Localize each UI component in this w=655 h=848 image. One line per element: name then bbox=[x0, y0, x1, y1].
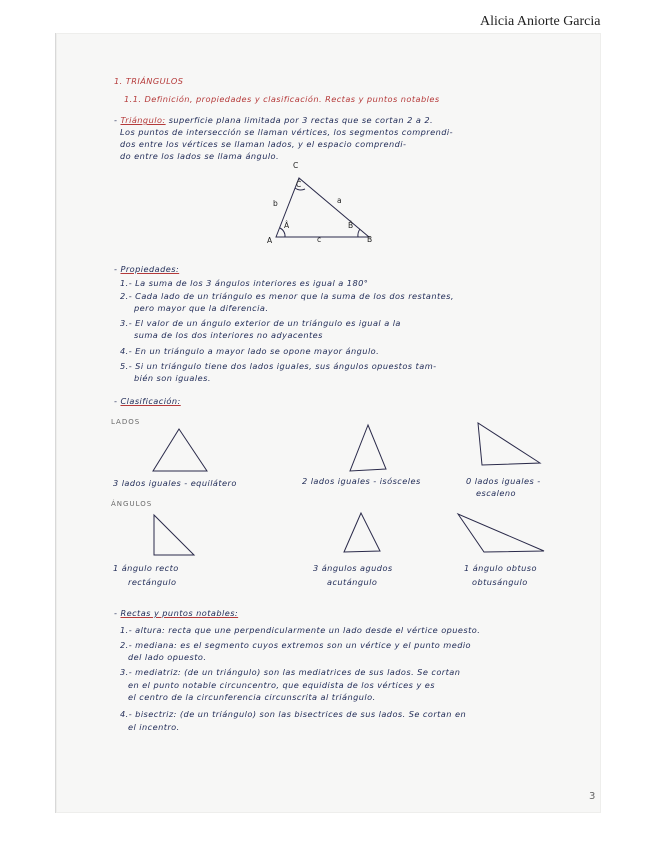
angle-a-label: Â bbox=[284, 221, 290, 230]
vertex-c-label: C bbox=[293, 161, 299, 170]
subsection-title: 1.1. Definición, propiedades y clasificación. Rectas y puntos notables bbox=[124, 94, 440, 104]
equilateral-caption: 3 lados iguales - equilátero bbox=[113, 478, 237, 488]
mediatriz-line-1: 3.- mediatriz: (de un triángulo) son las mediatrices de sus lados. Se cortan bbox=[120, 667, 461, 677]
property-1: 1.- La suma de los 3 ángulos interiores es igual a 180° bbox=[120, 278, 369, 288]
property-2-line-2: pero mayor que la diferencia. bbox=[134, 303, 269, 313]
obtuse-caption-1: 1 ángulo obtuso bbox=[464, 563, 537, 573]
page-number: 3 bbox=[589, 791, 596, 802]
side-a-label: a bbox=[337, 196, 343, 205]
property-5-line-2: bién son iguales. bbox=[134, 373, 211, 383]
scalene-caption-2: escaleno bbox=[476, 488, 516, 498]
side-b-label: b bbox=[273, 199, 279, 208]
property-5-line-1: 5.- Si un triángulo tiene dos lados iguales, sus ángulos opuestos tam- bbox=[120, 361, 437, 371]
section-title: 1. TRIÁNGULOS bbox=[114, 76, 184, 86]
side-c-label: c bbox=[317, 235, 322, 244]
angle-b-arc bbox=[358, 229, 360, 237]
obtuse-triangle bbox=[454, 511, 550, 555]
notebook-page bbox=[55, 33, 601, 813]
mediatriz-line-3: el centro de la circunferencia circunscrita al triángulo. bbox=[128, 692, 376, 702]
equilateral-triangle bbox=[151, 426, 211, 474]
property-3-line-1: 3.- El valor de un ángulo exterior de un triángulo es igual a la bbox=[120, 318, 401, 328]
definition-line-4: do entre los lados se llama ángulo. bbox=[120, 151, 280, 161]
right-triangle bbox=[150, 513, 198, 559]
property-3-line-2: suma de los dos interiores no adyacentes bbox=[134, 330, 323, 340]
bisectriz-line-1: 4.- bisectriz: (de un triángulo) son las bisectrices de sus lados. Se cortan en bbox=[120, 709, 467, 719]
obtuse-caption-2: obtusángulo bbox=[472, 577, 528, 587]
classification-heading: - Clasificación: bbox=[114, 396, 181, 406]
notable-lines-heading: - Rectas y puntos notables: bbox=[114, 608, 239, 618]
altura-line-1: 1.- altura: recta que une perpendicularmente un lado desde el vértice opuesto. bbox=[120, 625, 481, 635]
vertex-a-label: A bbox=[267, 236, 273, 245]
angle-c-label: Ĉ bbox=[296, 180, 302, 189]
author-name: Alicia Aniorte Garcia bbox=[480, 14, 601, 29]
definition-line-2: Los puntos de intersección se llaman vértices, los segmentos comprendi- bbox=[120, 127, 453, 137]
property-2-line-1: 2.- Cada lado de un triángulo es menor que la suma de los dos restantes, bbox=[120, 291, 454, 301]
properties-heading: - Propiedades: bbox=[114, 264, 180, 274]
mediana-line-2: del lado opuesto. bbox=[128, 652, 207, 662]
bisectriz-line-2: el incentro. bbox=[128, 722, 180, 732]
angle-b-label: B̂ bbox=[348, 221, 354, 230]
mediatriz-line-2: en el punto notable circuncentro, que equidista de los vértices y es bbox=[128, 680, 435, 690]
right-caption-1: 1 ángulo recto bbox=[113, 563, 179, 573]
definition-line-3: dos entre los vértices se llaman lados, y el espacio comprendi- bbox=[120, 139, 407, 149]
scalene-triangle bbox=[476, 421, 544, 471]
angles-label: ÁNGULOS bbox=[111, 500, 153, 508]
definition-term: Triángulo: bbox=[120, 115, 166, 125]
mediana-line-1: 2.- mediana: es el segmento cuyos extremos son un vértice y el punto medio bbox=[120, 640, 472, 650]
acute-triangle bbox=[342, 511, 382, 555]
acute-caption-1: 3 ángulos agudos bbox=[313, 563, 393, 573]
property-4: 4.- En un triángulo a mayor lado se opone mayor ángulo. bbox=[120, 346, 380, 356]
vertex-b-label: B bbox=[367, 235, 373, 244]
isosceles-caption: 2 lados iguales - isósceles bbox=[302, 476, 421, 486]
sides-label: LADOS bbox=[111, 418, 141, 426]
definition-line-1: - Triángulo: superficie plana limitada por 3 rectas que se cortan 2 a 2. bbox=[114, 115, 434, 125]
scalene-caption-1: 0 lados iguales - bbox=[466, 476, 541, 486]
right-caption-2: rectángulo bbox=[128, 577, 177, 587]
acute-caption-2: acutángulo bbox=[327, 577, 378, 587]
isosceles-triangle bbox=[348, 423, 392, 473]
